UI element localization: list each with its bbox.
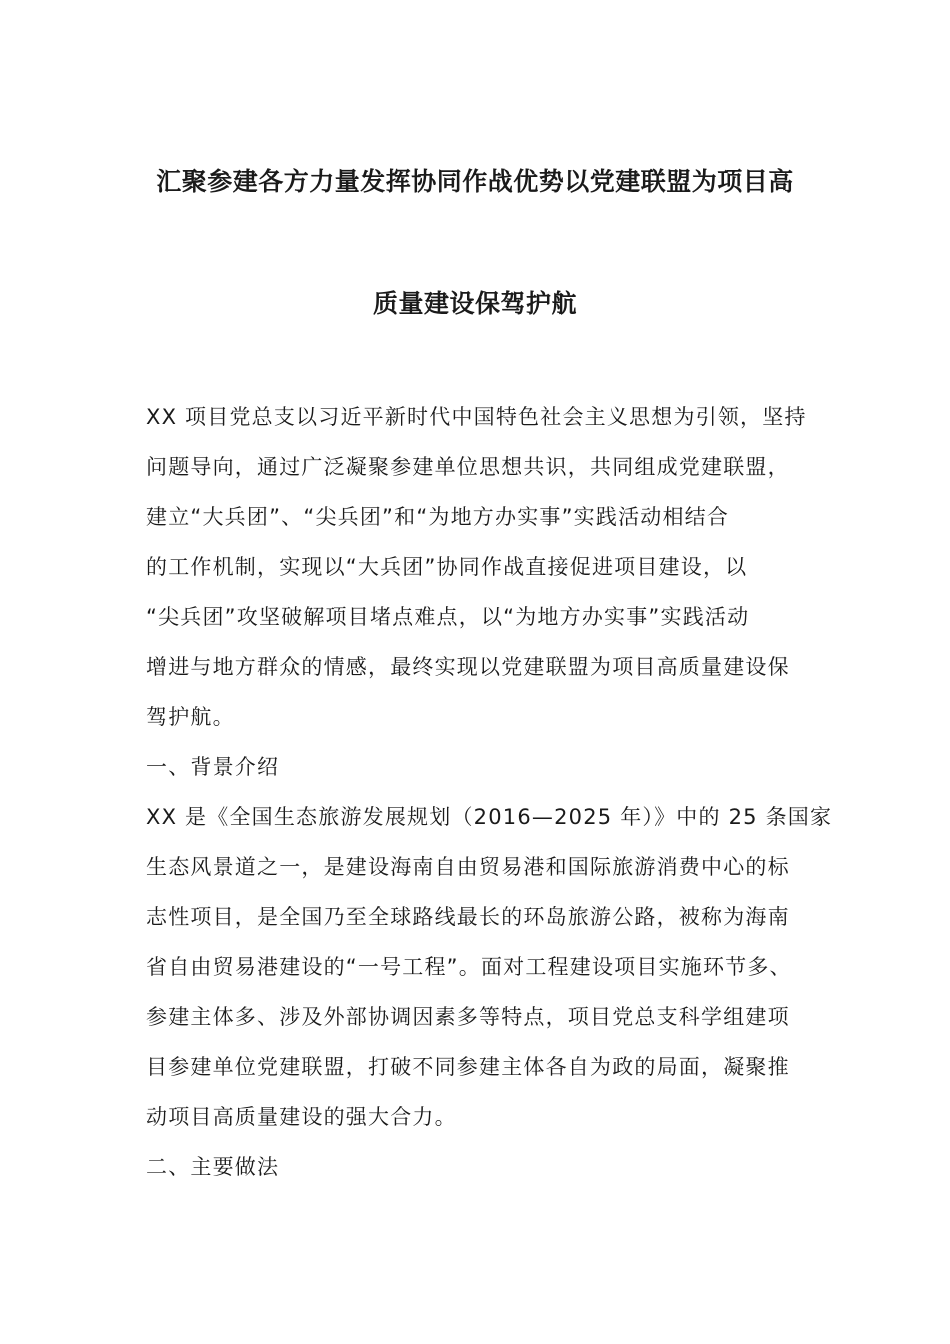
paragraph-line: “尖兵团”攻坚破解项目堵点难点，以“为地方办实事”实践活动 bbox=[146, 605, 750, 629]
paragraph-line: 驾护航。 bbox=[146, 705, 235, 729]
paragraph-line: 建立“大兵团”、“尖兵团”和“为地方办实事”实践活动相结合 bbox=[146, 505, 730, 529]
paragraph-line: XX 项目党总支以习近平新时代中国特色社会主义思想为引领，坚持 bbox=[146, 405, 807, 429]
paragraph-line: 目参建单位党建联盟，打破不同参建主体各自为政的局面，凝聚推 bbox=[146, 1055, 790, 1079]
document-title-line-1: 汇聚参建各方力量发挥协同作战优势以党建联盟为项目高 bbox=[156, 167, 794, 196]
paragraph-line: 志性项目，是全国乃至全球路线最长的环岛旅游公路，被称为海南 bbox=[146, 905, 790, 929]
document-title-line-2: 质量建设保驾护航 bbox=[372, 289, 577, 318]
paragraph-line: 增进与地方群众的情感，最终实现以党建联盟为项目高质量建设保 bbox=[146, 655, 790, 679]
paragraph-line: 动项目高质量建设的强大合力。 bbox=[146, 1105, 457, 1129]
paragraph-line: XX 是《全国生态旅游发展规划（2016—2025 年）》中的 25 条国家 bbox=[146, 805, 833, 829]
paragraph-line: 参建主体多、涉及外部协调因素多等特点，项目党总支科学组建项 bbox=[146, 1005, 790, 1029]
section-heading-background: 一、背景介绍 bbox=[146, 755, 280, 779]
paragraph-line: 的工作机制，实现以“大兵团”协同作战直接促进项目建设，以 bbox=[146, 555, 748, 579]
section-heading-methods: 二、主要做法 bbox=[146, 1155, 280, 1179]
paragraph-line: 生态风景道之一，是建设海南自由贸易港和国际旅游消费中心的标 bbox=[146, 855, 790, 879]
paragraph-line: 问题导向，通过广泛凝聚参建单位思想共识，共同组成党建联盟， bbox=[146, 455, 790, 479]
paragraph-line: 省自由贸易港建设的“一号工程”。面对工程建设项目实施环节多、 bbox=[146, 955, 792, 979]
